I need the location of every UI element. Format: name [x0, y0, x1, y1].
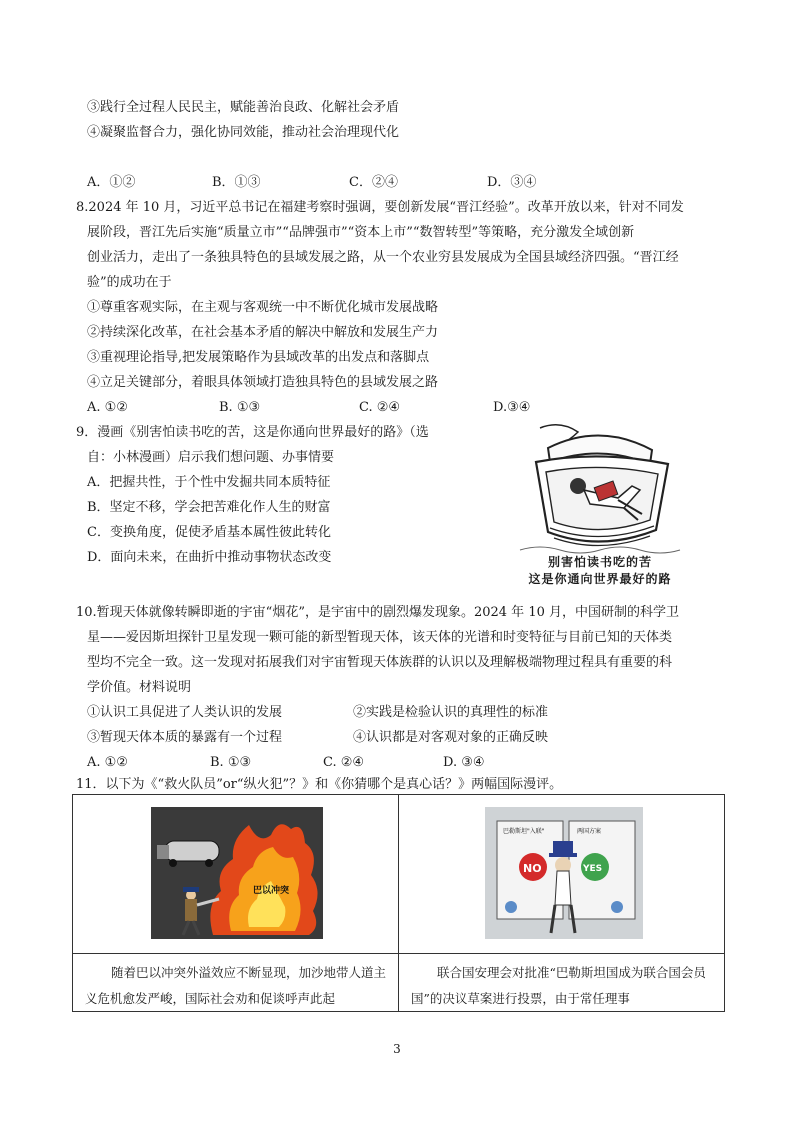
q10-option-c: C. ②④: [323, 755, 365, 770]
q10-item-4: ④认识都是对客观对象的正确反映: [353, 730, 549, 745]
q8-item-3: ③重视理论指导,把发展策略作为县域改革的出发点和落脚点: [87, 350, 430, 365]
q11-stem: 11．以下为《“救火队员”or“纵火犯”？》和《你猜哪个是真心话？》两幅国际漫评。: [76, 777, 563, 792]
uncle-sam-cartoon: [399, 795, 724, 953]
q8-stem-line-1: 8.2024 年 10 月，习近平总书记在福建考察时强调，要创新发展“晋江经验”。改革开放以来，针对不同发: [76, 200, 684, 215]
q10-option-b: B. ①③: [210, 755, 252, 770]
q10-item-1: ①认识工具促进了人类认识的发展: [87, 705, 283, 720]
q10-stem-line-1: 10.暂现天体就像转瞬即逝的宇宙“烟花”，是宇宙中的剧烈爆发现象。2024 年 10 月，中国研制的科学卫: [76, 605, 679, 620]
q9-option-a: A．把握共性，于个性中发掘共同本质特征: [87, 475, 331, 490]
q8-option-d: D.③④: [493, 400, 531, 415]
q10-item-2: ②实践是检验认识的真理性的标准: [353, 705, 549, 720]
q9-cartoon-caption-line-2: 这是你通向世界最好的路: [528, 572, 672, 586]
q10-stem-line-3: 型均不完全一致。这一发现对拓展我们对宇宙暂现天体族群的认识以及理解极端物理过程具有重要的科: [87, 655, 673, 670]
q11-left-cartoon-label: 巴以冲突: [253, 886, 290, 896]
prev-item-2: ③践行全过程人民民主，赋能善治良政、化解社会矛盾: [87, 100, 400, 115]
q9-stem-line-1: 9．漫画《别害怕读书吃的苦，这是你通向世界最好的路》（选: [76, 425, 429, 440]
q11-no-sign: NO: [523, 862, 542, 875]
q10-stem-line-2: 星——爱因斯坦探针卫星发现一颗可能的新型暂现天体，该天体的光谱和时变特征与目前已知的天体类: [87, 630, 673, 645]
q8-stem-line-4: 验”的成功在于: [87, 275, 172, 290]
q11-comparison-table: [72, 794, 725, 1012]
q10-item-3: ③暂现天体本质的暴露有一个过程: [87, 730, 283, 745]
q9-cartoon-caption-line-1: 别害怕读书吃的苦: [547, 555, 652, 569]
prev-option-b: B．①③: [212, 175, 261, 190]
firefighter-cartoon: [73, 795, 398, 953]
q8-item-4: ④立足关键部分，着眼具体领域打造独具特色的县域发展之路: [87, 375, 439, 390]
q8-option-c: C. ②④: [359, 400, 401, 415]
q11-left-picture-cell: [73, 795, 399, 954]
q11-right-picture-cell: [399, 795, 725, 954]
q9-option-d: D．面向未来，在曲折中推动事物状态改变: [87, 550, 332, 565]
q8-option-a: A. ①②: [87, 400, 128, 415]
q8-option-b: B. ①③: [219, 400, 261, 415]
boat-reading-illustration: [500, 420, 700, 560]
q11-right-caption-cell: [399, 954, 725, 1012]
q10-stem-line-4: 学价值。材料说明: [87, 680, 192, 695]
q9-option-b: B．坚定不移，学会把苦难化作人生的财富: [87, 500, 331, 515]
q8-item-2: ②持续深化改革，在社会基本矛盾的解决中解放和发展生产力: [87, 325, 439, 340]
q11-right-cartoon-label-1: 巴勒斯坦"入联": [503, 828, 545, 835]
q11-left-caption-cell: [73, 954, 399, 1012]
q10-option-d: D. ③④: [443, 755, 485, 770]
prev-option-a: A．①②: [87, 175, 136, 190]
q11-left-caption: 随着巴以冲突外溢效应不断显现，加沙地带人道主义危机愈发严峻，国际社会劝和促谈呼声此起: [85, 965, 387, 1006]
q8-stem-line-3: 创业活力，走出了一条独具特色的县域发展之路，从一个农业穷县发展成为全国县域经济四强。“晋江经: [87, 250, 679, 265]
prev-option-c: C．②④: [349, 175, 398, 190]
q11-right-caption: 联合国安理会对批准“巴勒斯坦国成为联合国会员国”的决议草案进行投票，由于常任理事: [411, 965, 706, 1006]
q10-option-a: A. ①②: [87, 755, 128, 770]
q9-option-c: C．变换角度，促使矛盾基本属性彼此转化: [87, 525, 331, 540]
prev-option-d: D．③④: [487, 175, 537, 190]
q8-stem-line-2: 展阶段，晋江先后实施“质量立市”“品牌强市”“资本上市”“数智转型”等策略，充分激发全域创新: [87, 225, 635, 240]
q9-stem-line-2: 自：小林漫画）启示我们想问题、办事情要: [87, 450, 335, 465]
q8-item-1: ①尊重客观实际，在主观与客观统一中不断优化城市发展战略: [87, 300, 439, 315]
q11-right-cartoon-label-2: 两国方案: [577, 828, 602, 835]
q11-yes-sign: YES: [583, 864, 603, 874]
page-number: 3: [393, 1042, 401, 1056]
q9-cartoon: [500, 420, 700, 592]
prev-item-3: ④凝聚监督合力，强化协同效能，推动社会治理现代化: [87, 125, 400, 140]
